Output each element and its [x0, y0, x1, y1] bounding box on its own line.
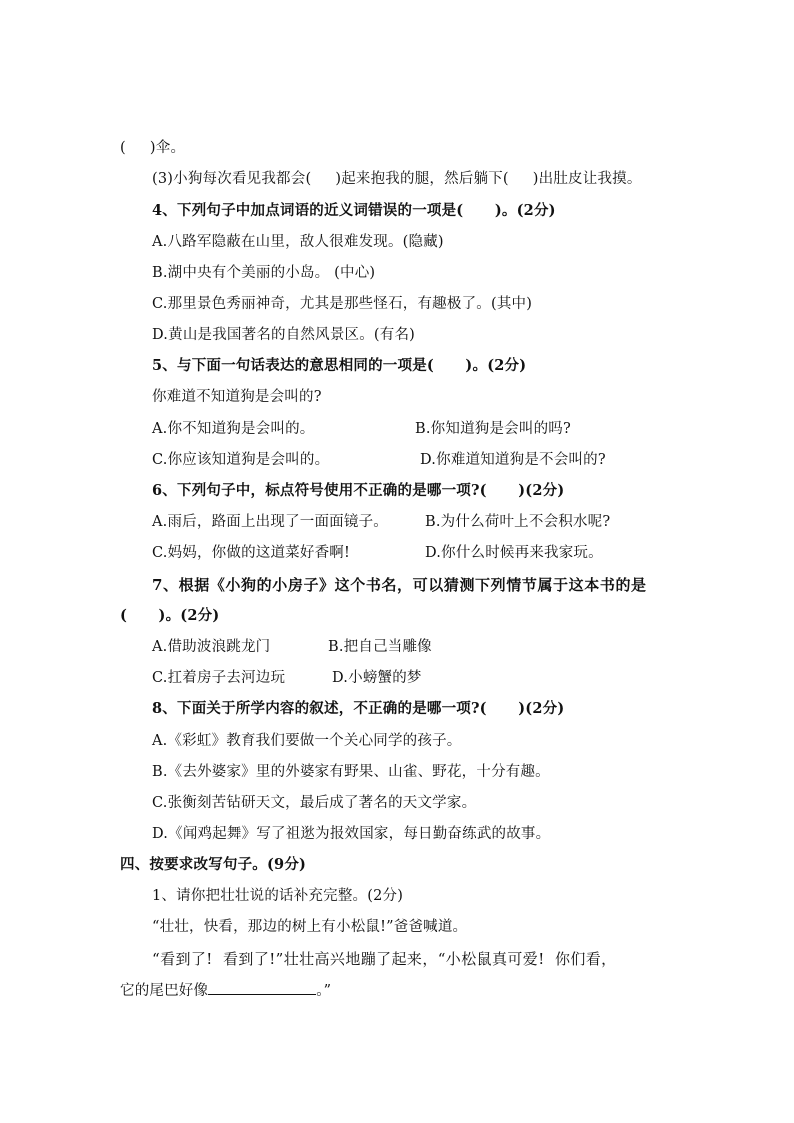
question-8-title: 8、下面关于所学内容的叙述，不正确的是哪一项?( )(2分)	[152, 700, 565, 717]
passage-text: 。”	[316, 983, 332, 999]
passage-text: 它的尾巴好像	[120, 983, 209, 999]
passage-line: “看到了! 看到了!”壮壮高兴地蹦了起来，“小松鼠真可爱! 你们看，	[152, 950, 617, 968]
section-4-question-1: 1、请你把壮壮说的话补充完整。(2分)	[152, 888, 404, 904]
option-text: C.扛着房子去河边玩	[152, 670, 286, 686]
option-text: D.黄山是我国著名的自然风景区。(有名)	[152, 327, 416, 343]
option-text: A.《彩虹》教育我们要做一个关心同学的孩子。	[152, 733, 462, 749]
passage-line: “壮壮，快看，那边的树上有小松鼠!”爸爸喊道。	[152, 919, 468, 935]
option-text: C.妈妈，你做的这道菜好香啊!	[152, 545, 351, 561]
question-4-title: 4、下列句子中加点词语的近义词错误的一项是( )。(2分)	[152, 202, 556, 219]
question-7-title-cont: ( )。(2分)	[120, 607, 220, 624]
question-6-title: 6、下列句子中，标点符号使用不正确的是哪一项?( )(2分)	[152, 482, 565, 499]
option-text: D.你难道知道狗是不会叫的?	[420, 452, 606, 468]
option-text: A.八路军隐蔽在山里，敌人很难发现。(隐藏)	[152, 234, 444, 250]
option-text: D.《闻鸡起舞》写了祖逖为报效国家，每日勤奋练武的故事。	[152, 826, 551, 842]
answer-blank[interactable]	[208, 980, 316, 995]
text-line: (3)小狗每次看见我都会( )起来抱我的腿，然后躺下( )出肚皮让我摸。	[152, 171, 642, 187]
question-sentence: 你难道不知道狗是会叫的?	[152, 389, 322, 405]
text-line: ( )伞。	[120, 140, 186, 156]
option-text: B.把自己当雕像	[328, 639, 432, 655]
option-text: C.那里景色秀丽神奇，尤其是那些怪石，有趣极了。(其中)	[152, 296, 533, 312]
option-text: D.你什么时候再来我家玩。	[425, 545, 603, 561]
question-5-title: 5、与下面一句话表达的意思相同的一项是( )。(2分)	[152, 357, 527, 374]
option-text: B.你知道狗是会叫的吗?	[415, 421, 571, 437]
option-text: A.借助波浪跳龙门	[152, 639, 271, 655]
section-4-heading: 四、按要求改写句子。(9分)	[120, 856, 307, 873]
passage-line	[120, 980, 331, 1001]
option-text: B.《去外婆家》里的外婆家有野果、山雀、野花，十分有趣。	[152, 764, 550, 780]
option-text: B.为什么荷叶上不会积水呢?	[425, 514, 611, 530]
option-text: D.小螃蟹的梦	[332, 670, 422, 686]
option-text: A.雨后，路面上出现了一面面镜子。	[152, 514, 388, 530]
option-text: B.湖中央有个美丽的小岛。 (中心)	[152, 265, 376, 281]
question-7-title: 7、根据《小狗的小房子》这个书名，可以猜测下列情节属于这本书的是	[152, 576, 647, 594]
option-text: C.你应该知道狗是会叫的。	[152, 452, 330, 468]
option-text: A.你不知道狗是会叫的。	[152, 421, 315, 437]
option-text: C.张衡刻苦钻研天文，最后成了著名的天文学家。	[152, 795, 477, 811]
